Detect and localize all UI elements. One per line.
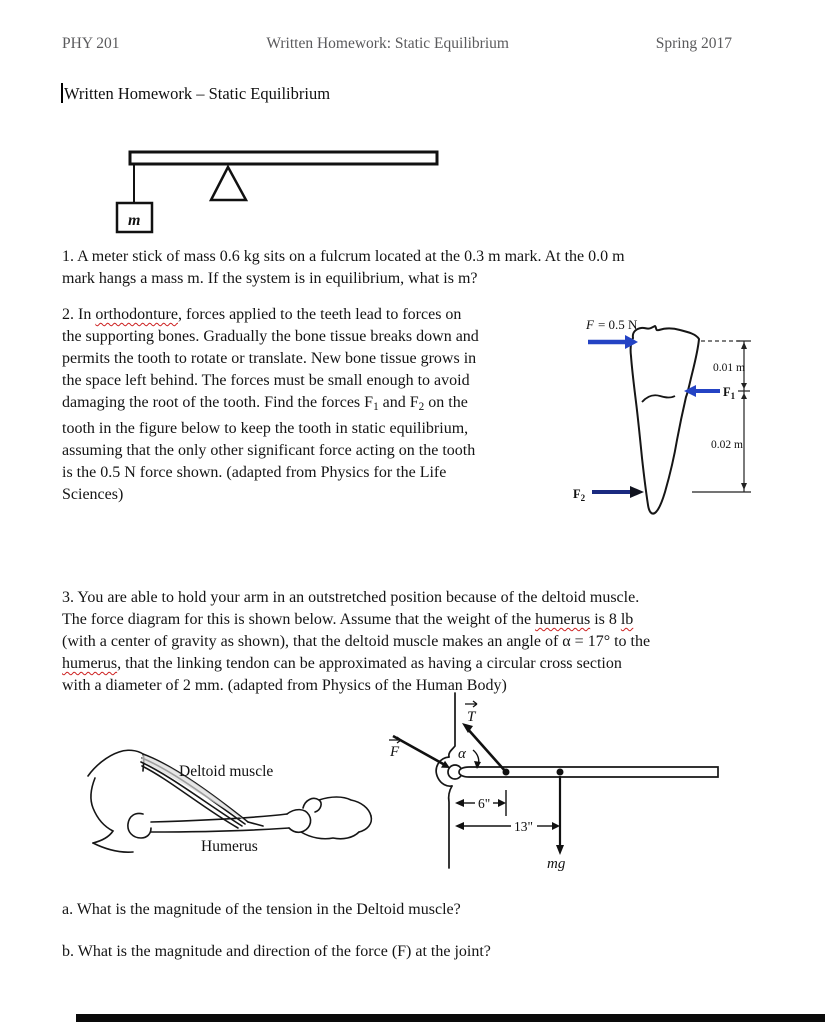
document-bottom-bar [76, 1014, 825, 1022]
f2-label: $F_2$ [573, 487, 586, 503]
dim13-label: 13" [514, 819, 534, 834]
meter-stick-figure [108, 145, 448, 237]
text-segment: 3. You are able to hold your arm in an outstretched position because of the deltoid muscle. [62, 589, 640, 606]
applied-force-label: F = 0.5 N [586, 317, 638, 332]
text-segment: damaging the root of the tooth. Find the forces F [62, 394, 374, 411]
humerus-bottom-edge [151, 828, 289, 832]
header-course: PHY 201 [62, 35, 120, 52]
finger-line [359, 816, 371, 832]
problem-1-text[interactable] [62, 246, 625, 290]
tension-label: T [467, 709, 476, 725]
humerus-label: Humerus [201, 838, 258, 855]
f1-label: $F_1$ [723, 385, 736, 401]
tension-vector-hat [465, 701, 477, 707]
text-segment: the supporting bones. Gradually the bone tissue breaks down and [62, 328, 479, 345]
dim-arrow-down-bottom [741, 483, 747, 490]
dim13-left-arrowhead [455, 822, 464, 830]
dim-upper-label: 0.01 m [713, 362, 745, 374]
question-b[interactable]: b. What is the magnitude and direction of the force (F) at the joint? [62, 943, 491, 960]
angle-label: α [458, 746, 466, 762]
tension-vector [466, 727, 506, 772]
problem-2-text[interactable] [62, 304, 479, 506]
humeral-head [128, 813, 151, 838]
joint-force-label: F [390, 744, 400, 760]
question-a[interactable]: a. What is the magnitude of the tension in the Deltoid muscle? [62, 901, 461, 918]
page-header [62, 35, 732, 53]
text-segment: , that the linking tendon can be approximated as having a circular cross section [117, 655, 622, 672]
text-segment: orthodonture [95, 306, 178, 323]
problem-3-text[interactable] [62, 587, 650, 697]
dim13-right-arrowhead [552, 822, 560, 830]
doc-title: Written Homework – Static Equilibrium [64, 84, 331, 103]
text-cursor [61, 83, 63, 103]
scapula-edge [91, 778, 113, 843]
dim6-left-arrowhead [455, 799, 464, 807]
meter-stick [130, 152, 437, 164]
text-segment: with a diameter of 2 mm. (adapted from Physics of the Human Body) [62, 677, 507, 694]
text-segment: 1. A meter stick of mass 0.6 kg sits on a fulcrum located at the 0.3 m mark. At the 0.0 m [62, 248, 625, 265]
tooth-figure [570, 300, 825, 545]
torso-line [93, 843, 133, 852]
text-segment: 1 [373, 400, 379, 413]
dim6-label: 6" [478, 796, 491, 811]
text-segment: , forces applied to the teeth lead to forces on [177, 306, 462, 323]
humerus-top-edge [151, 814, 287, 822]
body-line-upper [449, 693, 455, 757]
dim-lower-label: 0.02 m [711, 439, 743, 451]
arm-bar [459, 767, 718, 777]
dim-arrow-up-top [741, 342, 747, 349]
hand-top [319, 797, 371, 816]
text-segment: is the 0.5 N force shown. (adapted from Physics for the Life [62, 463, 447, 481]
text-segment: 2 [418, 400, 425, 413]
text-segment: is 8 [590, 611, 621, 628]
text-segment: the space left behind. The forces must be small enough to avoid [62, 372, 470, 389]
text-segment: 2. In [62, 306, 96, 323]
weight-arrowhead [556, 845, 564, 855]
deltoid-tail [248, 822, 263, 826]
body-line-lower [449, 786, 452, 868]
text-segment: (with a center of gravity as shown), that the deltoid muscle makes an angle of α = 17° to the [62, 633, 651, 650]
shoulder-outline [88, 750, 144, 776]
text-segment: permits the tooth to rotate or translate. New bone tissue grows in [62, 350, 477, 367]
cg-dot [557, 769, 564, 776]
text-segment: mark hangs a mass m. If the system is in equilibrium, what is m? [62, 270, 478, 287]
weight-label: mg [547, 856, 566, 872]
header-title: Written Homework: Static Equilibrium [266, 35, 509, 52]
tooth-outline [631, 326, 699, 514]
dim-arrow-down-mid [741, 383, 747, 389]
dim-arrow-up-mid [741, 393, 747, 399]
text-segment: tooth in the figure below to keep the tooth in static equilibrium, [62, 419, 469, 437]
arm-anatomy-figure [85, 738, 415, 870]
dim6-right-arrowhead [498, 799, 506, 807]
text-segment: lb [620, 611, 634, 628]
text-segment: humerus [535, 611, 591, 628]
deltoid-label: Deltoid muscle [179, 763, 274, 780]
text-segment: on the [424, 394, 468, 411]
force-diagram-figure [385, 690, 725, 875]
elbow-knob [287, 810, 311, 833]
text-segment: humerus [62, 655, 118, 672]
text-segment: and F [378, 394, 419, 411]
text-segment: The force diagram for this is shown below. Assume that the weight of the [62, 611, 536, 628]
f2-arrowhead [630, 486, 644, 498]
mass-label: m [128, 212, 141, 229]
hand-bottom [301, 832, 359, 839]
text-segment: assuming that the only other significant force acting on the tooth [62, 441, 476, 459]
fulcrum-triangle [211, 167, 246, 200]
header-term: Spring 2017 [655, 35, 732, 52]
text-segment: Sciences) [62, 485, 124, 503]
